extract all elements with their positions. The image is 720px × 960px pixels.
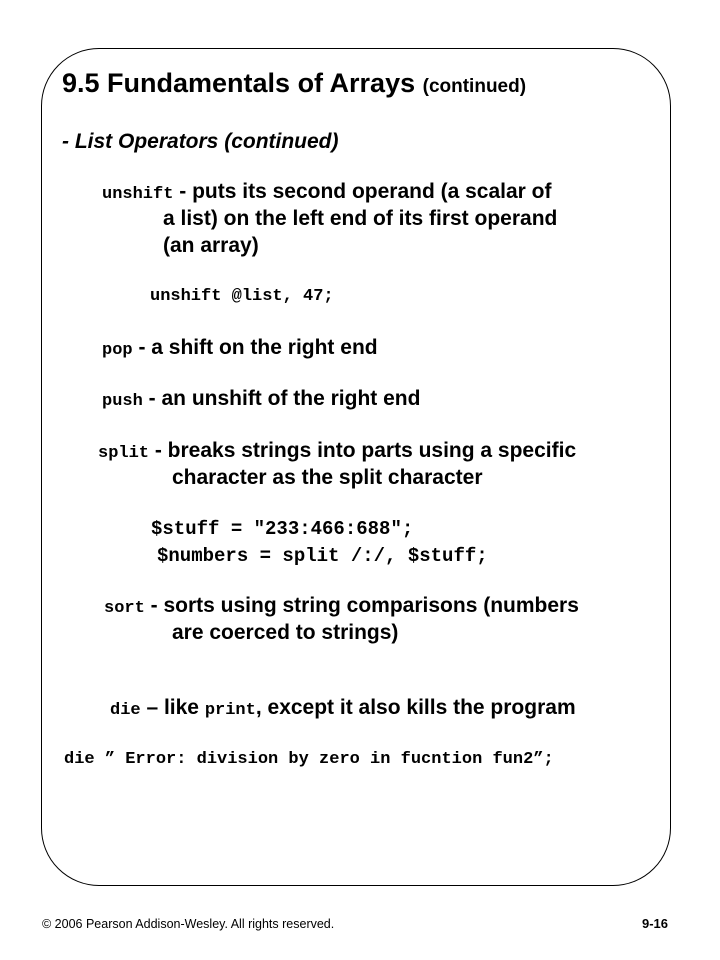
die-item	[110, 696, 576, 720]
copyright-notice: © 2006 Pearson Addison-Wesley. All rights reserved.	[42, 917, 335, 931]
push-keyword: push	[102, 392, 143, 411]
die-example: die ” Error: division by zero in fucntion fun2”;	[64, 750, 554, 769]
sort-desc-line2: are coerced to strings)	[172, 621, 399, 644]
sort-item	[104, 594, 579, 618]
unshift-desc-line2: a list) on the left end of its first operand	[163, 207, 558, 230]
split-example-1: $stuff = "233:466:688";	[151, 518, 414, 540]
split-keyword: split	[98, 444, 150, 463]
split-item	[98, 439, 576, 463]
page-number: 9-16	[642, 916, 669, 931]
die-keyword: die	[110, 701, 141, 720]
unshift-desc-line1: - puts its second operand (a scalar of	[173, 180, 552, 203]
push-desc: - an unshift of the right end	[142, 387, 421, 410]
die-desc-1: – like	[140, 696, 205, 719]
title-suffix: (continued)	[422, 76, 527, 97]
unshift-item	[102, 180, 552, 204]
die-desc-2: , except it also kills the program	[255, 696, 576, 719]
sort-keyword: sort	[104, 599, 145, 618]
pop-item	[102, 336, 378, 360]
pop-keyword: pop	[102, 341, 133, 360]
unshift-keyword: unshift	[102, 185, 174, 204]
split-desc-line2: character as the split character	[172, 466, 483, 489]
slide-title	[62, 68, 526, 99]
section-heading: - List Operators (continued)	[62, 130, 339, 153]
split-example-2: $numbers = split /:/, $stuff;	[157, 545, 488, 567]
split-desc-line1: - breaks strings into parts using a specific	[149, 439, 577, 462]
print-keyword: print	[204, 701, 256, 720]
title-main: 9.5 Fundamentals of Arrays	[62, 68, 416, 98]
sort-desc-line1: - sorts using string comparisons (numbers	[144, 594, 579, 617]
unshift-example: unshift @list, 47;	[150, 287, 334, 306]
pop-desc: - a shift on the right end	[132, 336, 378, 359]
push-item	[102, 387, 420, 411]
unshift-desc-line3: (an array)	[163, 234, 259, 257]
